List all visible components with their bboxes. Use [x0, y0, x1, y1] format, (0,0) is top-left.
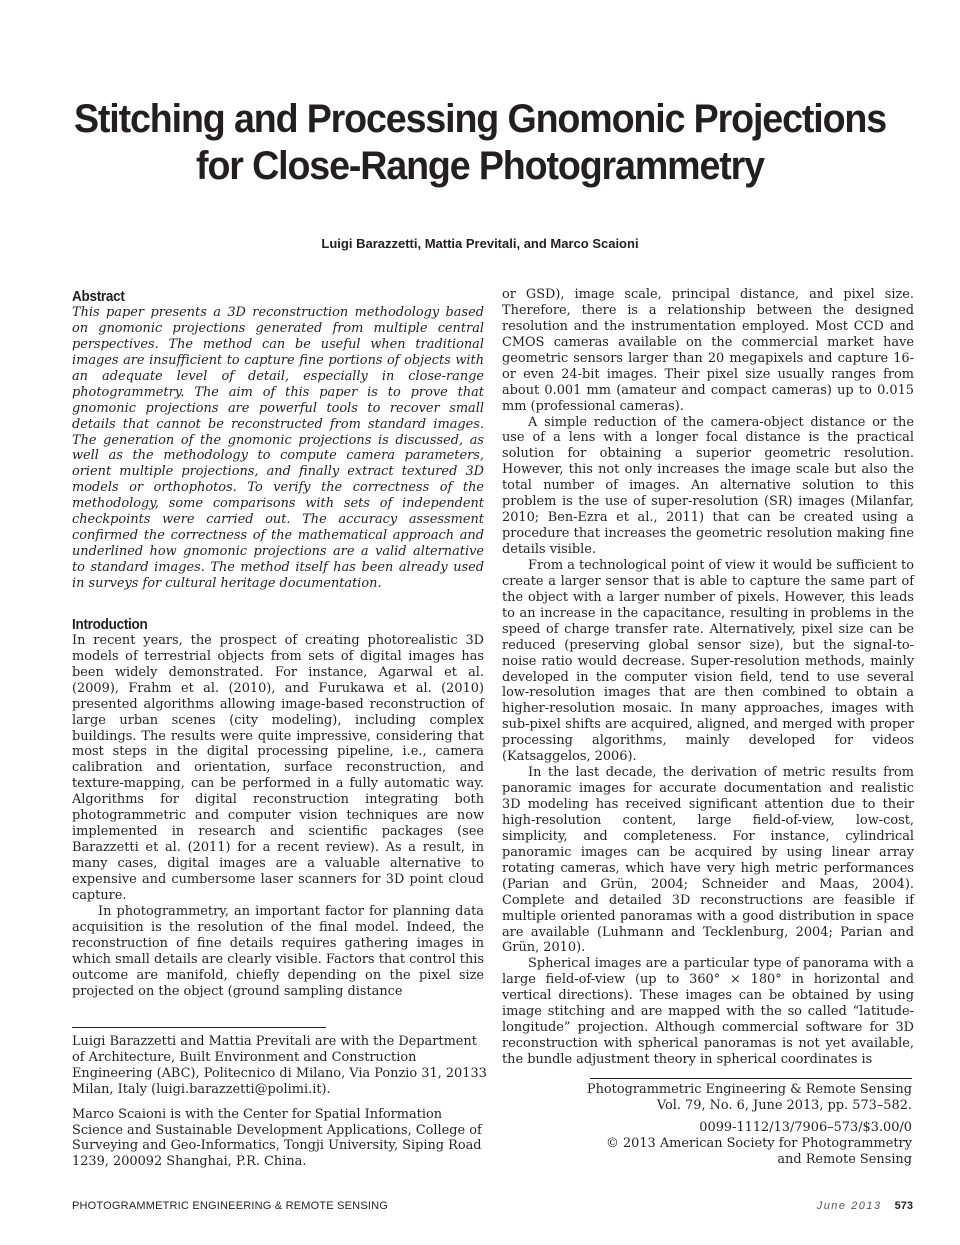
right-paragraph-3: From a technological point of view it would be sufficient to create a larger sensor that is able to capture the same part of the object with a larger number of pixels. However, this leads to an increase in the capacitance, resulting in problems in the speed of charge transfer rate. Alternatively, pixel size can be reduced (preserving global sensor size), but the signal-to-noise ratio would decrease. Super-resolution methods, mainly developed in the computer vision field, tend to use several low-resolution images that are then combined to obtain a higher-resolution mosaic. In many approaches, images with sub-pixel shifts are acquired, aligned, and merged with proper processing algorithms, mainly developed for videos (Katsaggelos, 2006). — [502, 557, 914, 765]
paper-title — [66, 96, 893, 190]
footer-page-info — [817, 1200, 913, 1212]
journal-info-divider — [590, 1078, 912, 1079]
title-line-1: Stitching and Processing Gnomonic Projections — [73, 97, 887, 141]
journal-issn: 0099-1112/13/7906–573/$3.00/0 — [699, 1120, 912, 1135]
abstract-text: This paper presents a 3D reconstruction methodology based on gnomonic projections generated from multiple central perspectives. The method can be useful when traditional images are insufficient to capture fine portions of objects with an adequate level of detail, especially in close-range photogrammetry. The aim of this paper is to prove that gnomonic projections are powerful tools to recover small details that cannot be reconstructed from standard images. The generation of the gnomonic projections is discussed, as well as the methodology to compute camera parameters, orient multiple projections, and finally extract textured 3D models or orthophotos. To verify the correctness of the methodology, some comparisons with sets of independent checkpoints were carried out. The accuracy assessment confirmed the correctness of the mathematical approach and underlined how gnomonic projections are a valid alternative to standard images. The method itself has been already used in surveys for cultural heritage documentation. — [72, 305, 484, 591]
introduction-heading: Introduction — [72, 615, 148, 633]
journal-volume: Vol. 79, No. 6, June 2013, pp. 573–582. — [656, 1098, 912, 1113]
journal-name: Photogrammetric Engineering & Remote Sensing — [586, 1082, 912, 1097]
right-paragraph-5: Spherical images are a particular type of panorama with a large field-of-view (up to 360° × 180° in horizontal and vertical directions). These images can be obtained by using image stitching and are mapped with the so called “latitude-longitude” projection. Although commercial software for 3D reconstruction with spherical panoramas is not yet available, the bundle adjustment theory in spherical coordinates is — [502, 956, 914, 1067]
author-list: Luigi Barazzetti, Mattia Previtali, and Marco Scaioni — [321, 236, 639, 251]
introduction-paragraph-2: In photogrammetry, an important factor for planning data acquisition is the resolution of the final model. Indeed, the reconstruction of fine details requires gathering images in which small details are clearly visible. Factors that control this outcome are manifold, chiefly depending on the pixel size projected on the object (ground sampling distance — [72, 903, 484, 999]
copyright-line: © 2013 American Society for Photogrammetry — [605, 1136, 912, 1151]
left-column — [72, 288, 484, 999]
copyright-holder: and Remote Sensing — [777, 1152, 912, 1167]
footnote-divider — [72, 1027, 326, 1028]
affiliation-2: Marco Scaioni is with the Center for Spatial Information Science and Sustainable Development Applications, College of Surveying and Geo-Informatics, Tongji University, Siping Road 1239, 200092 Shanghai, P.R. China. — [72, 1106, 482, 1170]
right-paragraph-4: In the last decade, the derivation of metric results from panoramic images for accurate documentation and realistic 3D modeling has received significant attention due to their high-resolution content, large field-of-view, low-cost, simplicity, and completeness. For instance, cylindrical panoramic images can be acquired by using linear array rotating cameras, which have very high metric performances (Parian and Grün, 2004; Schneider and Maas, 2004). Complete and detailed 3D reconstructions are feasible if multiple oriented panoramas with a good distribution in space are available (Luhmann and Tecklenburg, 2004; Parian and Grün, 2010). — [502, 765, 914, 956]
right-column — [502, 287, 914, 1068]
affiliation-1: Luigi Barazzetti and Mattia Previtali are with the Department of Architecture, Built Environment and Construction Engineering (ABC), Politecnico di Milano, Via Ponzio 31, 20133 Milan, Italy (luigi.barazzetti@polimi.it). — [72, 1034, 487, 1097]
author-affiliations — [72, 1034, 492, 1179]
title-line-2: for Close-Range Photogrammetry — [196, 144, 764, 188]
page-number: 573 — [894, 1200, 913, 1212]
journal-info — [560, 1082, 912, 1168]
right-paragraph-1: or GSD), image scale, principal distance, and pixel size. Therefore, there is a relationship between the designed resolution and the instrumentation employed. Most CCD and CMOS cameras available on the commercial market have geometric sensors larger than 20 megapixels and capture 16- or even 24-bit images. Their pixel size usually ranges from about 0.001 mm (amateur and compact cameras) up to 0.015 mm (professional cameras). — [502, 287, 914, 414]
introduction-paragraph-1: In recent years, the prospect of creating photorealistic 3D models of terrestrial objects from sets of digital images has been widely demonstrated. For instance, Agarwal et al. (2009), Frahm et al. (2010), and Furukawa et al. (2010) presented algorithms allowing image-based reconstruction of large urban scenes (city modeling), including complex buildings. The results were quite impressive, considering that most steps in the digital processing pipeline, i.e., camera calibration and orientation, surface reconstruction, and texture-mapping, can be performed in a fully automatic way. Algorithms for digital reconstruction integrating both photogrammetric and computer vision techniques are now implemented in research and scientific packages (see Barazzetti et al. (2011) for a recent review). As a result, in many cases, digital images are a valuable alternative to expensive and cumbersome laser scanners for 3D point cloud capture. — [72, 632, 484, 903]
abstract-heading: Abstract — [72, 288, 125, 305]
footer-journal-name: PHOTOGRAMMETRIC ENGINEERING & REMOTE SENSING — [72, 1200, 389, 1212]
footer-date: June 2013 — [816, 1200, 882, 1212]
right-paragraph-2: A simple reduction of the camera-object distance or the use of a lens with a longer focal distance is the practical solution for obtaining a superior geometric resolution. However, this not only increases the image scale but also the total number of images. An alternative solution to this problem is the use of super-resolution (SR) images (Milanfar, 2010; Ben-Ezra et al., 2011) that can be created using a procedure that increases the geometric resolution making fine details visible. — [502, 414, 914, 557]
